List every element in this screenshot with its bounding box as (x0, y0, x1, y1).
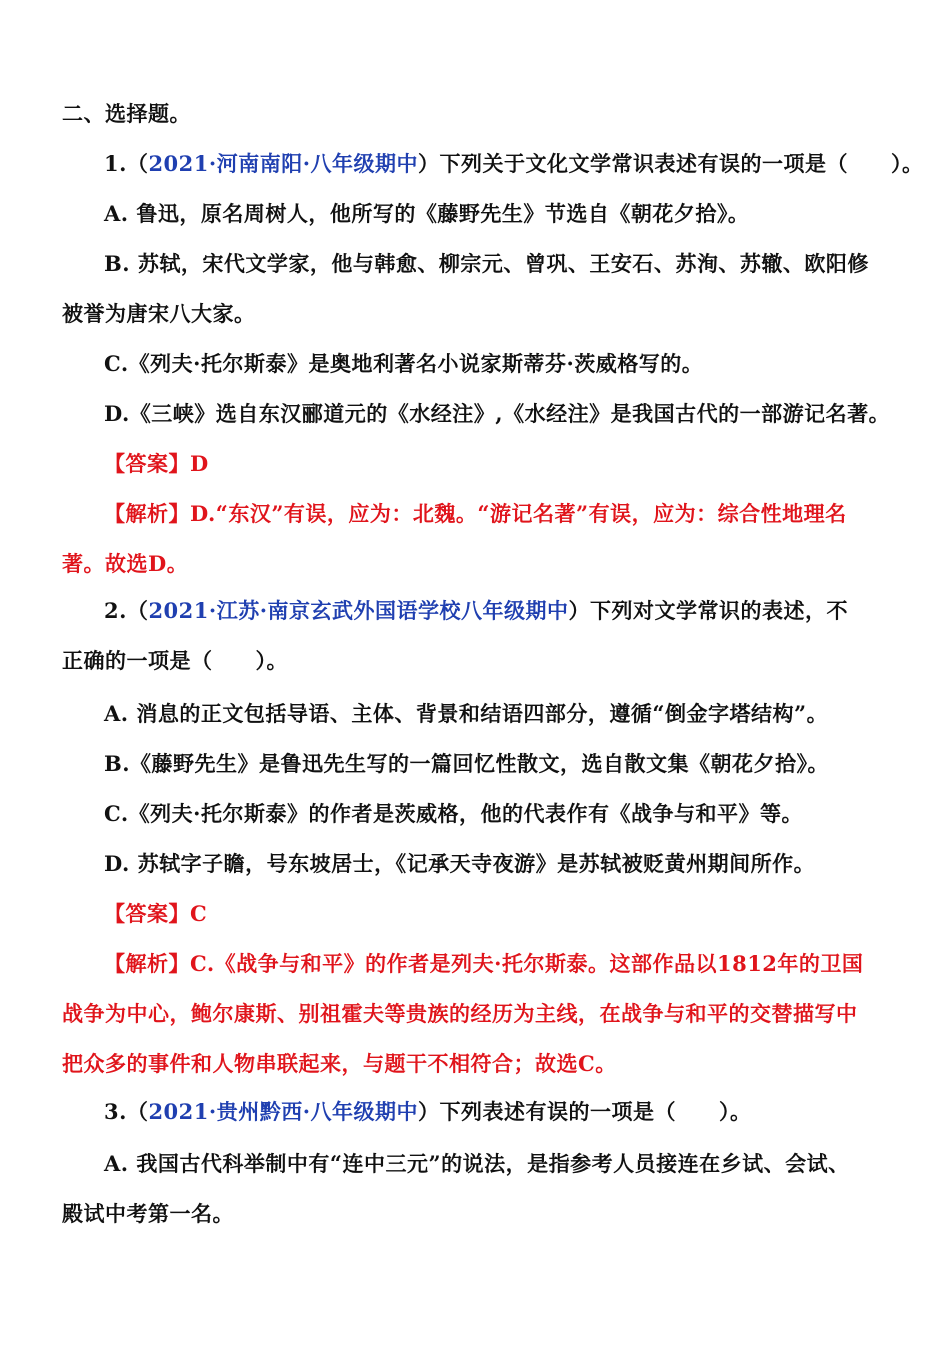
q2-stem-line1 (104, 597, 944, 625)
q1-answer-label: 【答案】 (104, 451, 190, 476)
q2-stem1: ）下列对文学常识的表述，不 (568, 598, 849, 623)
q2-option-b: B.《藤野先生》是鲁迅先生写的一篇回忆性散文，选自散文集《朝花夕拾》。 (104, 751, 830, 776)
q1-analysis-line2: 著。故选D。 (62, 551, 189, 576)
q1-answer-value: D (190, 451, 209, 476)
q3-stem: ）下列表述有误的一项是（ ）。 (418, 1099, 752, 1124)
q1-analysis-line1 (104, 500, 944, 528)
q1-option-b-line2: 被誉为唐宋八大家。 (62, 301, 256, 326)
q3-stem-line (104, 1098, 944, 1126)
q1-stem-line (104, 150, 944, 178)
q2-stem-line2: 正确的一项是（ ）。 (62, 648, 288, 673)
q1-answer-line (104, 450, 944, 478)
q3-option-a-line2: 殿试中考第一名。 (62, 1201, 234, 1226)
q2-analysis-line3: 把众多的事件和人物串联起来，与题干不相符合；故选C。 (62, 1051, 617, 1076)
q2-answer-line (104, 900, 944, 928)
q3-option-a-line1: A. 我国古代科举制中有“连中三元”的说法，是指参考人员接连在乡试、会试、 (104, 1151, 850, 1176)
q2-analysis-label: 【解析】 (104, 951, 190, 976)
q1-option-d: D.《三峡》选自东汉郦道元的《水经注》,《水经注》是我国古代的一部游记名著。 (104, 401, 891, 426)
q2-source: 2021·江苏·南京玄武外国语学校八年级期中 (148, 598, 569, 623)
q1-stem: ）下列关于文化文学常识表述有误的一项是（ ）。 (418, 151, 924, 176)
q3-source: 2021·贵州黔西·八年级期中 (148, 1099, 419, 1124)
q1-option-a: A. 鲁迅，原名周树人，他所写的《藤野先生》节选自《朝花夕拾》。 (104, 201, 750, 226)
q2-answer-label: 【答案】 (104, 901, 190, 926)
q2-analysis-line2: 战争为中心，鲍尔康斯、别祖霍夫等贵族的经历为主线，在战争与和平的交替描写中 (62, 1001, 858, 1026)
q2-option-c: C.《列夫·托尔斯泰》的作者是茨威格，他的代表作有《战争与和平》等。 (104, 801, 803, 826)
q1-source: 2021·河南南阳·八年级期中 (148, 151, 419, 176)
q1-option-c: C.《列夫·托尔斯泰》是奥地利著名小说家斯蒂芬·茨威格写的。 (104, 351, 704, 376)
section-title: 二、选择题。 (62, 101, 191, 126)
q2-option-a: A. 消息的正文包括导语、主体、背景和结语四部分，遵循“倒金字塔结构”。 (104, 701, 829, 726)
q1-analysis-label: 【解析】 (104, 501, 190, 526)
q2-number: 2.（ (104, 598, 149, 623)
q2-answer-value: C (190, 901, 208, 926)
q1-option-b-line1: B. 苏轼，宋代文学家，他与韩愈、柳宗元、曾巩、王安石、苏洵、苏辙、欧阳修 (104, 251, 869, 276)
q2-option-d: D. 苏轼字子瞻，号东坡居士，《记承天寺夜游》是苏轼被贬黄州期间所作。 (104, 851, 816, 876)
q3-number: 3.（ (104, 1099, 149, 1124)
q1-analysis-text1: D.“东汉”有误，应为：北魏。“游记名著”有误，应为：综合性地理名 (190, 501, 847, 526)
q2-analysis-line1 (104, 950, 944, 978)
q2-analysis-text1: C.《战争与和平》的作者是列夫·托尔斯泰。这部作品以1812年的卫国 (190, 951, 864, 976)
q1-number: 1.（ (104, 151, 149, 176)
